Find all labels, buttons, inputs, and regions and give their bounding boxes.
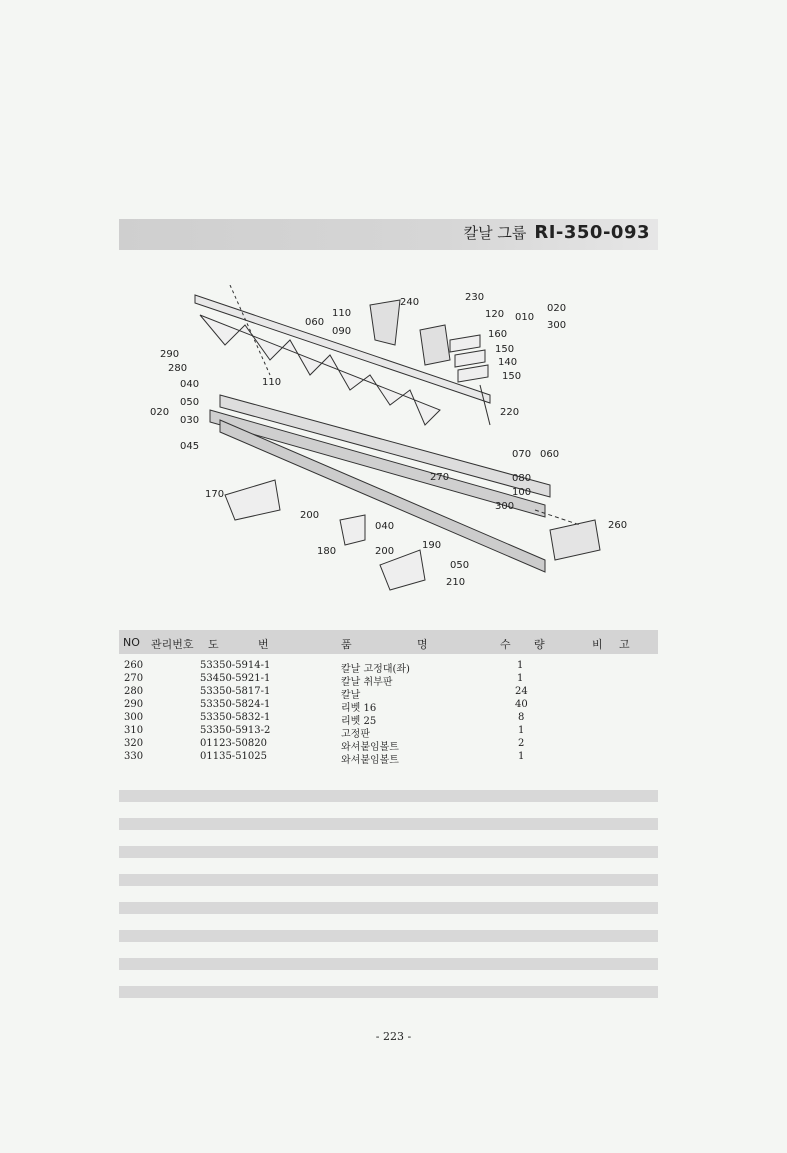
callout: 150 <box>495 344 515 355</box>
empty-row <box>119 958 658 970</box>
callout: 060 <box>540 449 560 460</box>
col-remarks-1: 비 <box>592 638 603 651</box>
cell-part-no: 53350-5824-1 <box>200 699 271 710</box>
cell-no: 270 <box>124 673 144 684</box>
empty-row <box>119 874 658 886</box>
page-number: - 223 - <box>375 1030 412 1043</box>
callout: 170 <box>205 489 225 500</box>
cell-no: 330 <box>124 751 144 762</box>
empty-row <box>119 986 658 998</box>
callout: 110 <box>262 377 282 388</box>
cell-qty: 24 <box>515 686 528 697</box>
callout: 080 <box>512 473 532 484</box>
callout: 300 <box>547 320 567 331</box>
cell-part-no: 01135-51025 <box>200 751 268 762</box>
empty-row <box>119 930 658 942</box>
cell-qty: 8 <box>518 712 525 723</box>
cell-name: 칼날 취부판 <box>341 677 393 688</box>
callout: 220 <box>500 407 520 418</box>
cell-name: 와셔붙임볼트 <box>341 755 399 766</box>
col-name-1: 품 <box>341 638 352 651</box>
callout: 240 <box>400 297 420 308</box>
col-part-no-1: 도 <box>208 638 219 651</box>
callout: 050 <box>450 560 470 571</box>
table-row <box>119 673 658 686</box>
callout: 100 <box>512 487 532 498</box>
callout: 070 <box>512 449 532 460</box>
cell-qty: 1 <box>517 660 524 671</box>
callout: 090 <box>332 326 352 337</box>
callout: 060 <box>305 317 325 328</box>
cell-no: 300 <box>124 712 144 723</box>
cell-part-no: 53450-5921-1 <box>200 673 271 684</box>
callout: 150 <box>502 371 522 382</box>
callout: 040 <box>375 521 395 532</box>
col-no: NO <box>123 636 140 649</box>
cell-part-no: 53350-5817-1 <box>200 686 271 697</box>
cell-name: 칼날 <box>341 690 361 701</box>
cell-qty: 1 <box>518 751 525 762</box>
callout: 110 <box>332 308 352 319</box>
callout: 190 <box>422 540 442 551</box>
cell-no: 280 <box>124 686 144 697</box>
cell-part-no: 01123-50820 <box>200 738 268 749</box>
callout: 050 <box>180 397 200 408</box>
table-row <box>119 725 658 738</box>
group-code: RI-350-093 <box>534 222 650 243</box>
cell-name: 리벳 16 <box>341 703 377 714</box>
cell-name: 와셔붙임볼트 <box>341 742 399 753</box>
callout: 140 <box>498 357 518 368</box>
table-row <box>119 699 658 712</box>
col-mgmt: 관리번호 <box>151 638 194 651</box>
cell-no: 290 <box>124 699 144 710</box>
callout: 200 <box>375 546 395 557</box>
callout: 300 <box>495 501 515 512</box>
callout: 120 <box>485 309 505 320</box>
table-header <box>119 630 658 654</box>
table-row <box>119 712 658 725</box>
callout: 210 <box>446 577 466 588</box>
callout: 030 <box>180 415 200 426</box>
callout: 290 <box>160 349 180 360</box>
cell-name: 리벳 25 <box>341 716 377 727</box>
cell-name: 고정판 <box>341 729 370 740</box>
cell-qty: 1 <box>517 673 524 684</box>
callout: 020 <box>150 407 170 418</box>
cell-no: 260 <box>124 660 144 671</box>
empty-row <box>119 790 658 802</box>
empty-row <box>119 902 658 914</box>
callout: 180 <box>317 546 337 557</box>
col-name-2: 명 <box>417 638 428 651</box>
table-row <box>119 686 658 699</box>
callout: 260 <box>608 520 628 531</box>
cell-qty: 2 <box>518 738 525 749</box>
section-header-bar <box>119 219 658 250</box>
callout: 200 <box>300 510 320 521</box>
cell-part-no: 53350-5914-1 <box>200 660 271 671</box>
callout: 280 <box>168 363 188 374</box>
cell-no: 310 <box>124 725 144 736</box>
callout: 230 <box>465 292 485 303</box>
cell-no: 320 <box>124 738 144 749</box>
col-part-no-2: 번 <box>258 638 269 651</box>
cell-qty: 1 <box>518 725 525 736</box>
parts-table <box>119 660 658 764</box>
exploded-parts-diagram <box>150 285 650 605</box>
callout: 040 <box>180 379 200 390</box>
col-qty-1: 수 <box>500 638 511 651</box>
cell-part-no: 53350-5913-2 <box>200 725 271 736</box>
empty-row <box>119 818 658 830</box>
callout: 010 <box>515 312 535 323</box>
callout: 160 <box>488 329 508 340</box>
empty-row <box>119 846 658 858</box>
callout: 020 <box>547 303 567 314</box>
section-title <box>464 222 650 243</box>
cell-qty: 40 <box>515 699 528 710</box>
col-remarks-2: 고 <box>619 638 630 651</box>
callout: 045 <box>180 441 200 452</box>
group-name: 칼날 그룹 <box>463 224 527 242</box>
table-row <box>119 660 658 673</box>
table-row <box>119 751 658 764</box>
callout: 270 <box>430 472 450 483</box>
cell-part-no: 53350-5832-1 <box>200 712 271 723</box>
empty-table-rows <box>119 790 658 1014</box>
cell-name: 칼날 고정대(좌) <box>341 664 410 675</box>
table-row <box>119 738 658 751</box>
col-qty-2: 량 <box>534 638 545 651</box>
